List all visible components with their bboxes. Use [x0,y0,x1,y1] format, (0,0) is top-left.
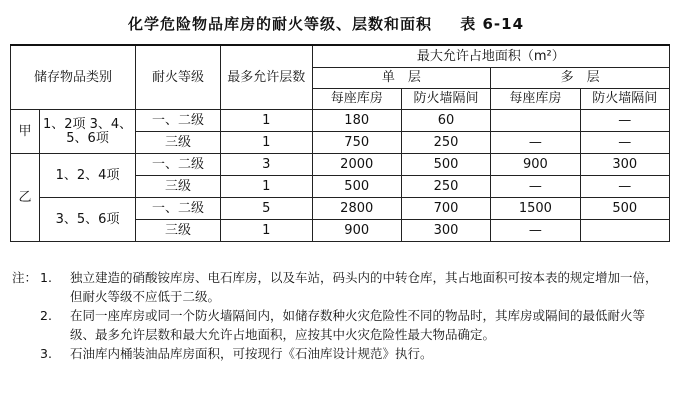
floors-cell: 5 [220,198,312,220]
rating-cell: 一、二级 [136,154,221,176]
note-number: 1. [40,270,52,285]
floors-cell: 1 [220,132,312,154]
single-warehouse-cell: 2000 [312,154,401,176]
note-number: 2. [40,308,52,323]
header-max-floors: 最多允许层数 [220,45,312,110]
note-item [40,268,660,306]
multi-warehouse-cell: 1500 [491,198,580,220]
single-partition-cell: 250 [401,176,490,198]
single-warehouse-cell: 180 [312,110,401,132]
single-warehouse-cell: 2800 [312,198,401,220]
title-text: 化学危险物品库房的耐火等级、层数和面积 [128,15,433,33]
multi-warehouse-cell: — [491,132,580,154]
table-row [11,154,670,176]
header-single-firewall: 防火墙隔间 [401,89,490,110]
floors-cell: 1 [220,110,312,132]
header-multi-floor: 多 层 [491,68,670,89]
single-warehouse-cell: 900 [312,220,401,242]
multi-partition-cell: 300 [580,154,669,176]
note-text: 在同一座库房或同一个防火墙隔间内，如储存数种火灾危险性不同的物品时，其库房或隔间的最低耐火等级、最多允许层数和最大允许占地面积，应按其中火灾危险性最大物品确定。 [70,308,646,342]
multi-warehouse-cell: — [491,220,580,242]
table-row [11,110,670,132]
single-warehouse-cell: 500 [312,176,401,198]
notes-label: 注： [12,270,38,285]
notes-section [12,268,660,363]
rating-cell: 三级 [136,132,221,154]
note-text: 石油库内桶装油品库房面积，可按现行《石油库设计规范》执行。 [70,346,433,361]
group-yi: 乙 [11,154,40,242]
note-item [40,344,660,363]
rating-cell: 三级 [136,176,221,198]
header-multi-per-warehouse: 每座库房 [491,89,580,110]
single-warehouse-cell: 750 [312,132,401,154]
category-cell: 1、2项 3、4、5、6项 [40,110,136,154]
single-partition-cell: 700 [401,198,490,220]
multi-partition-cell: — [580,176,669,198]
multi-partition-cell: — [580,110,669,132]
table-title [128,13,568,34]
header-fire-rating: 耐火等级 [136,45,221,110]
floors-cell: 1 [220,176,312,198]
floors-cell: 3 [220,154,312,176]
rating-cell: 一、二级 [136,198,221,220]
multi-warehouse-cell: 900 [491,154,580,176]
single-partition-cell: 60 [401,110,490,132]
rating-cell: 一、二级 [136,110,221,132]
header-single-per-warehouse: 每座库房 [312,89,401,110]
table-number: 表 6-14 [460,15,525,33]
single-partition-cell: 300 [401,220,490,242]
single-partition-cell: 250 [401,132,490,154]
multi-warehouse-cell [491,110,580,132]
single-partition-cell: 500 [401,154,490,176]
header-multi-firewall: 防火墙隔间 [580,89,669,110]
multi-partition-cell: 500 [580,198,669,220]
category-cell: 3、5、6项 [40,198,136,242]
fire-rating-table [10,44,670,242]
group-jia: 甲 [11,110,40,154]
header-category: 储存物品类别 [11,45,136,110]
rating-cell: 三级 [136,220,221,242]
note-text: 独立建造的硝酸铵库房、电石库房，以及车站，码头内的中转仓库，其占地面积可按本表的规定增加一倍，但耐火等级不应低于二级。 [70,270,658,304]
header-single-floor: 单 层 [312,68,491,89]
table-row [11,198,670,220]
note-item [40,306,660,344]
header-max-area: 最大允许占地面积（m²） [312,45,669,68]
category-cell: 1、2、4项 [40,154,136,198]
note-number: 3. [40,346,52,361]
floors-cell: 1 [220,220,312,242]
multi-warehouse-cell: — [491,176,580,198]
multi-partition-cell: — [580,132,669,154]
multi-partition-cell [580,220,669,242]
